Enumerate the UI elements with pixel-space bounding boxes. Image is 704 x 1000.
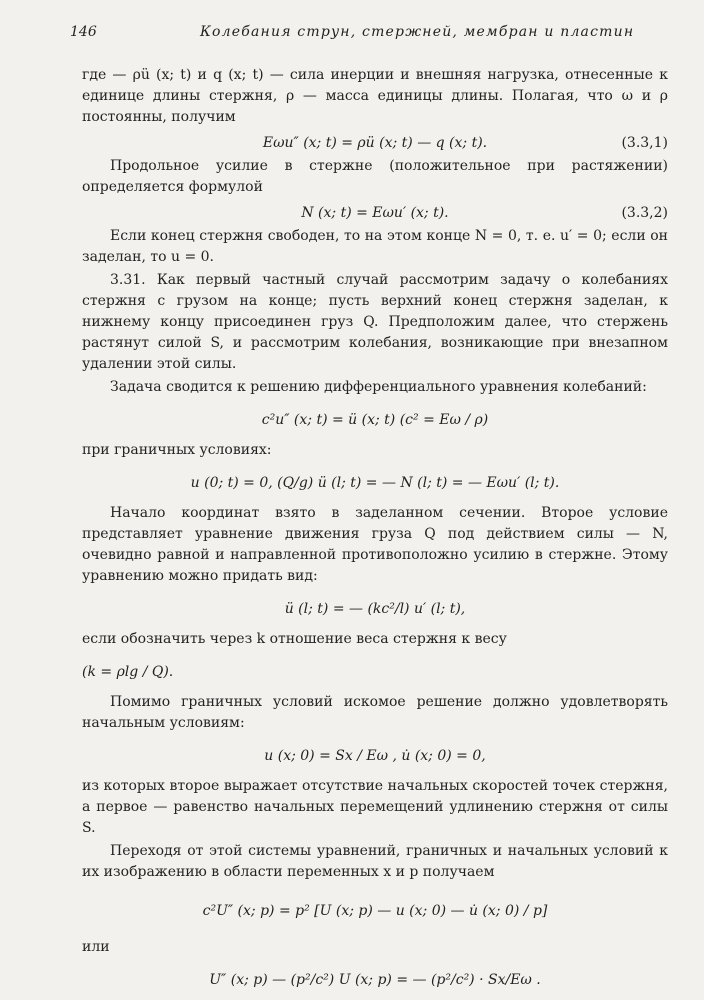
text-body: [82, 65, 668, 1000]
paragraph: Начало координат взято в заделанном сечении. Второе условие представляет уравнение движения груза Q под действием силы — N, очевидно равной и направленной противоположно усилию в стержне. Этому уравнению можно придать вид:: [82, 505, 668, 584]
equation-text: (k = ρlg / Q).: [82, 664, 174, 680]
equation-text: ü (l; t) = — (kc²/l) u′ (l; t),: [284, 601, 466, 617]
equation-text: N (x; t) = Eωu′ (x; t).: [301, 205, 449, 221]
equation-text: u (x; 0) = Sx / Eω , u̇ (x; 0) = 0,: [264, 748, 486, 764]
equation-3-3-2: [82, 200, 668, 226]
paragraph: Если конец стержня свободен, то на этом конце N = 0, т. е. u′ = 0; если он заделан, то u = 0.: [82, 228, 668, 265]
equation-k-definition: [82, 652, 668, 692]
equation-number: (3.3,2): [621, 205, 668, 221]
equation-number: (3.3,1): [621, 135, 668, 151]
paragraph: Задача сводится к решению дифференциального уравнения колебаний:: [110, 379, 647, 395]
equation-3-3-1: [82, 130, 668, 156]
equation-text: u (0; t) = 0, (Q/g) ü (l; t) = — N (l; t) = — Eωu′ (l; t).: [190, 475, 560, 491]
paragraph: Продольное усилие в стержне (положительное при растяжении) определяется формулой: [82, 158, 668, 195]
page-number: 146: [70, 24, 97, 40]
paragraph: если обозначить через k отношение веса стержня к весу: [82, 631, 507, 647]
equation-wave: [82, 400, 668, 440]
paragraph: или: [82, 939, 110, 955]
equation-text: c²u″ (x; t) = ü (x; t) (c² = Eω / ρ): [261, 412, 489, 428]
paragraph: Переходя от этой системы уравнений, граничных и начальных условий к их изображению в области переменных x и p получаем: [82, 843, 668, 880]
section-paragraph-3-31: 3.31. Как первый частный случай рассмотрим задачу о колебаниях стержня с грузом на конце; пусть верхний конец стержня заделан, к нижнему концу присоединен груз Q. Предположим далее, что стержень растянут силой S, и рассмотрим колебания, возникающие при внезапном удалении этой силы.: [82, 272, 668, 372]
equation-transform: [82, 885, 668, 937]
equation-load-motion: [82, 589, 668, 629]
paragraph: при граничных условиях:: [82, 442, 272, 458]
equation-text: Eωu″ (x; t) = ρü (x; t) — q (x; t).: [262, 135, 488, 151]
paragraph: Помимо граничных условий искомое решение должно удовлетворять начальным условиям:: [82, 694, 668, 731]
paragraph: где — ρü (x; t) и q (x; t) — сила инерции и внешняя нагрузка, отнесенные к единице длины стержня, ρ — масса единицы длины. Полагая, что ω и ρ постоянны, получим: [82, 67, 668, 125]
equation-boundary: [82, 463, 668, 503]
equation-transform-2: [82, 960, 668, 1000]
equation-text: U″ (x; p) — (p²/c²) U (x; p) = — (p²/c²) · Sx/Eω .: [209, 972, 541, 988]
equation-text: c²U″ (x; p) = p² [U (x; p) — u (x; 0) — u̇ (x; 0) / p]: [202, 903, 548, 919]
equation-initial: [82, 736, 668, 776]
running-title: Колебания струн, стержней, мембран и пластин: [200, 24, 635, 40]
page-header: [70, 24, 640, 48]
paragraph: из которых второе выражает отсутствие начальных скоростей точек стержня, а первое — равенство начальных перемещений удлинению стержня от силы S.: [82, 778, 668, 836]
